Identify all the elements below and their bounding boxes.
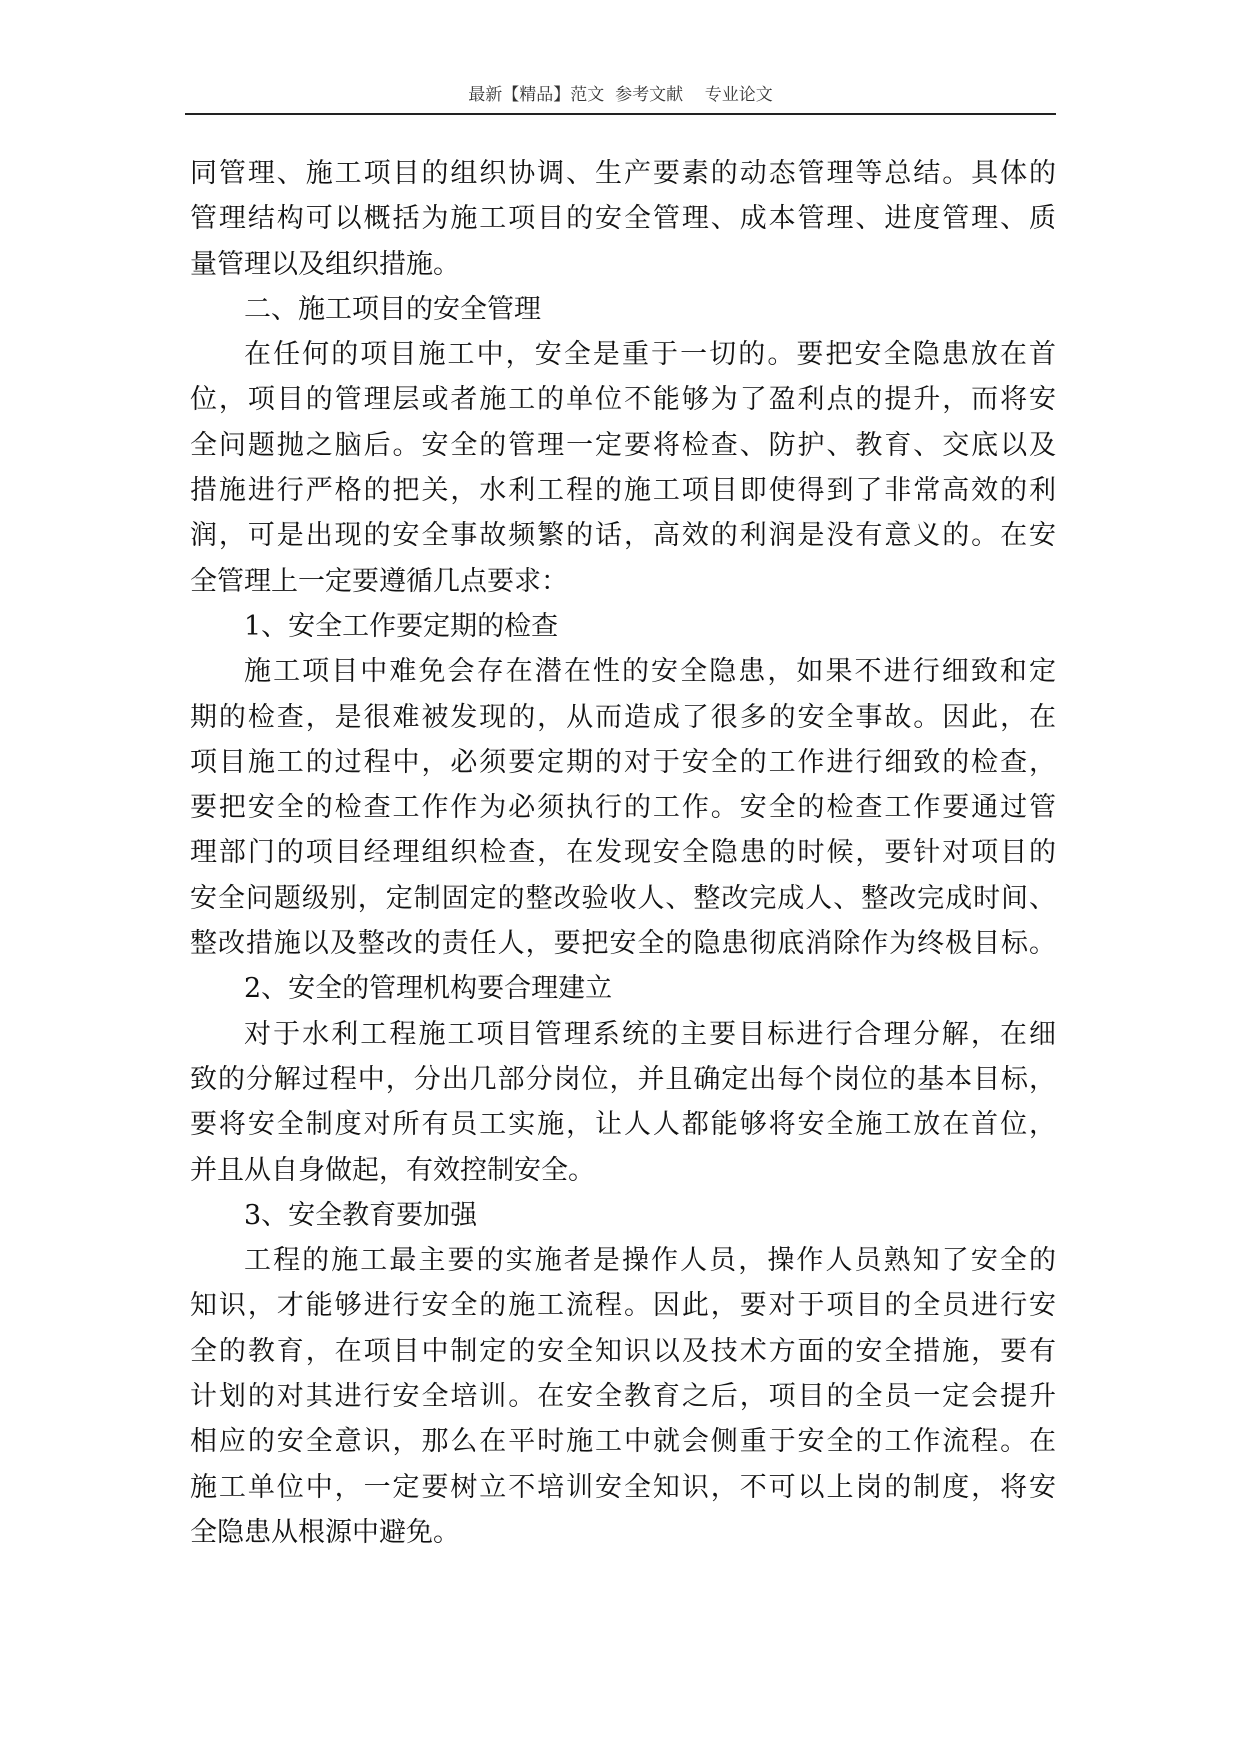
body-line: 全的教育，在项目中制定的安全知识以及技术方面的安全措施，要有 (190, 1335, 1056, 1367)
body-line: 润，可是出现的安全事故频繁的话，高效的利润是没有意义的。在安 (190, 520, 1056, 552)
body-line: 期的检查，是很难被发现的，从而造成了很多的安全事故。因此，在 (190, 701, 1056, 733)
body-line: 安全问题级别，定制固定的整改验收人、整改完成人、整改完成时间、 (190, 882, 1056, 914)
body-line: 全管理上一定要遵循几点要求： (190, 565, 568, 597)
subsection-heading: 3、安全教育要加强 (244, 1199, 478, 1231)
body-line: 知识，才能够进行安全的施工流程。因此，要对于项目的全员进行安 (190, 1290, 1056, 1322)
body-line: 理部门的项目经理组织检查，在发现安全隐患的时候，要针对项目的 (190, 837, 1056, 869)
body-line: 施工单位中，一定要树立不培训安全知识，不可以上岗的制度，将安 (190, 1471, 1056, 1503)
body-line: 全问题抛之脑后。安全的管理一定要将检查、防护、教育、交底以及 (190, 429, 1056, 461)
body-line: 项目施工的过程中，必须要定期的对于安全的工作进行细致的检查， (190, 746, 1056, 778)
document-body (190, 151, 1056, 1555)
body-line: 相应的安全意识，那么在平时施工中就会侧重于安全的工作流程。在 (190, 1426, 1056, 1458)
page-header: 最新【精品】范文 参考文献 专业论文 (468, 85, 773, 105)
body-line: 措施进行严格的把关，水利工程的施工项目即使得到了非常高效的利 (190, 475, 1056, 507)
body-line: 要把安全的检查工作作为必须执行的工作。安全的检查工作要通过管 (190, 792, 1056, 824)
body-line: 并且从自身做起，有效控制安全。 (190, 1154, 595, 1186)
section-heading: 二、施工项目的安全管理 (244, 293, 541, 325)
header-divider (185, 113, 1056, 115)
body-line: 位，项目的管理层或者施工的单位不能够为了盈利点的提升，而将安 (190, 384, 1056, 416)
subsection-heading: 1、安全工作要定期的检查 (244, 610, 559, 642)
body-line: 整改措施以及整改的责任人，要把安全的隐患彻底消除作为终极目标。 (190, 928, 1056, 960)
body-line: 致的分解过程中，分出几部分岗位，并且确定出每个岗位的基本目标， (190, 1063, 1056, 1095)
body-line: 全隐患从根源中避免。 (190, 1516, 460, 1548)
subsection-heading: 2、安全的管理机构要合理建立 (244, 973, 613, 1005)
body-line: 量管理以及组织措施。 (190, 248, 460, 280)
body-line: 同管理、施工项目的组织协调、生产要素的动态管理等总结。具体的 (190, 158, 1056, 189)
paragraph-first-line: 对于水利工程施工项目管理系统的主要目标进行合理分解，在细 (244, 1018, 1056, 1050)
paragraph-first-line: 施工项目中难免会存在潜在性的安全隐患，如果不进行细致和定 (244, 656, 1056, 688)
paragraph-first-line: 工程的施工最主要的实施者是操作人员，操作人员熟知了安全的 (244, 1245, 1056, 1277)
body-line: 管理结构可以概括为施工项目的安全管理、成本管理、进度管理、质 (190, 203, 1056, 235)
body-line: 要将安全制度对所有员工实施，让人人都能够将安全施工放在首位， (190, 1109, 1056, 1141)
body-line: 计划的对其进行安全培训。在安全教育之后，项目的全员一定会提升 (190, 1381, 1056, 1413)
paragraph-first-line: 在任何的项目施工中，安全是重于一切的。要把安全隐患放在首 (244, 339, 1056, 371)
